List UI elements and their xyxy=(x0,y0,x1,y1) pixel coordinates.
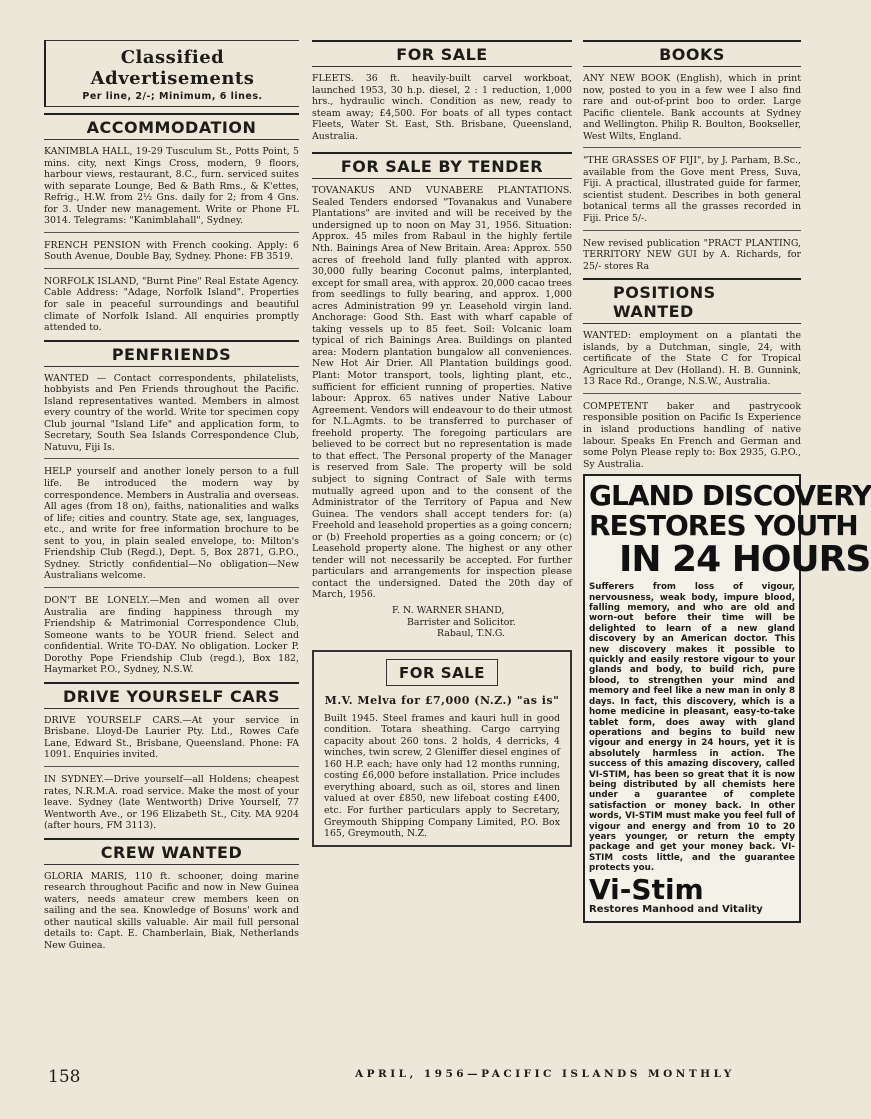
column-right xyxy=(583,40,871,923)
vi-stim-body: Sufferers from loss of vigour, nervousness, weak body, impure blood, falling memory, and who are old and worn-out before their time will be delighted to learn of a new gland discovery by an American doctor. This new discovery makes it possible to quickly and easily restore vigour to your glands and body, to build rich, pure blood, to strengthen your mind and memory and feel like a new man in only 8 days. In fact, this discovery, which is a home medicine in pleasant, easy-to-take tablet form, does away with gland operations and begins to build new vigour and energy in 24 hours, yet it is absolutely harmless in action. The success of this amazing discovery, called VI-STIM, has been so great that it is now being distributed by all chemists here under a guarantee of complete satisfaction or money back. In other words, VI-STIM must make you feel full of vigour and energy and from 10 to 20 years younger, or return the empty package and get your money back. VI-STIM costs little, and the guarantee protects you. xyxy=(589,582,795,874)
signature-name: F. N. WARNER SHAND, xyxy=(392,604,505,616)
heading-for-sale: FOR SALE xyxy=(396,45,488,64)
section-books xyxy=(583,40,801,67)
heading-for-sale-melva: FOR SALE xyxy=(386,659,498,686)
heading-crew-wanted: CREW WANTED xyxy=(100,842,243,862)
section-penfriends xyxy=(44,340,299,367)
column-middle xyxy=(312,40,572,847)
section-crew-wanted xyxy=(44,838,299,865)
heading-books: BOOKS xyxy=(659,45,725,64)
vi-stim-tagline: Restores Manhood and Vitality xyxy=(589,903,763,915)
running-footer: APRIL, 1956—PACIFIC ISLANDS MONTHLY xyxy=(355,1068,735,1080)
section-for-sale-by-tender xyxy=(312,152,572,179)
ad-gloria-maris: GLORIA MARIS, 110 ft. schooner, doing marine research throughout Pacific and now in New Guinea waters, needs amateur crew members keen on sailing and the sea. Knowledge of Bosuns' work and other nautical skills valuable. Air mail full personal details to: Capt. E. Chamberlain, Biak, Netherlands New Guinea. xyxy=(44,870,299,951)
heading-accommodation: ACCOMMODATION xyxy=(86,118,257,137)
ad-drive-brisbane: DRIVE YOURSELF CARS.—At your service in Brisbane. Lloyd-De Laurier Pty. Ltd., Rowes Cafe Lane, Edward St., Brisbane, Queensland. Phone: FA 1091. Enquiries invited. xyxy=(44,714,299,761)
ad-french-pension: FRENCH PENSION with French cooking. Apply: 6 South Avenue, Double Bay, Sydney. Phone: FB 3519. xyxy=(44,239,299,263)
ad-dont-be-lonely: DON'T BE LONELY.—Men and women all over Australia are finding happiness through my Friendship & Matrimonial Correspondence Club. Someone wants to be YOUR friend. Select and confidential. Write TO-DAY. No obligation. Locker P. Dorothy Pope Friendship Club (regd.), Box 182, Haymarket P.O., Sydney, N.S.W. xyxy=(44,594,299,676)
section-for-sale xyxy=(312,40,572,67)
page-number: 158 xyxy=(48,1067,81,1087)
ad-norfolk-island: NORFOLK ISLAND, "Burnt Pine" Real Estate Agency. Cable Address: "Adage, Norfolk Island". Properties for sale in peaceful surroundings and beautiful climate of Norfolk Island. All enquiries promptly attended to. xyxy=(44,275,299,334)
vi-stim-headline-2: RESTORES YOUTH xyxy=(589,509,858,543)
ad-any-new-book: ANY NEW BOOK (English), which in print now, posted to you in a few wee I also find rare and out-of-print boo to order. Large Pacific clientele. Bank accounts at Sydney and Wellington. Philip R. Boulton, Bookseller, West Wilts, England. xyxy=(583,73,801,142)
ad-tovanakus: TOVANAKUS AND VUNABERE PLANTATIONS. Sealed Tenders endorsed "Tovanakus and Vunabere Plantations" are invited and will be received by the undersigned up to noon on May 31, 1956. Situation: Approx. 45 miles from Rabaul in the highly fertile Nth. Bainings Area of New Britain. Area: Approx. 550 acres of freehold land fully planted with approx. 30,000 fully bearing Coconut palms, interplanted, except for small area, with approx. 20,000 cacao trees from seedlings to fully bearing, and approx. 1,000 acres Administration 99 yr. Leasehold virgin land. Anchorage: Good Sth. East with wharf capable of taking vessels up to 85 feet. Soil: Volcanic loam typical of rich Bainings Area. Buildings on planted area: Modern plantation bungalow all conveniences. New Hot Air Drier. All Plantation buildings good. Plant: Motor transport, tools, lighting plant, etc., sufficient for efficient running of properties. Native labour: Approx. 65 natives under Native Labour Agreement. Vendors will endeavour to do their utmost for N.L.Agmts. to be transferred to purchaser of freehold property. The foregoing particulars are believed to be correct but no representation is made to that effect. The Personal property of the Manager is reserved from Sale. The property will be sold subject to signing Contract of Sale with terms mutually agreed upon and to the consent of the Administrator of the Territory of Papua and New Guinea. The vendors shall accept tenders for: (a) Freehold and leasehold properties as a going concern; or (b) Freehold properties as a going concern; or (c) Leasehold property alone. The highest or any other tender will not necessarily be accepted. For further particulars and arrangements for inspection please contact the undersigned. Dated the 20th day of March, 1956. xyxy=(312,185,572,601)
signature-title: Barrister and Solicitor. xyxy=(407,616,516,628)
vi-stim-brand: Vi-Stim xyxy=(589,872,704,906)
vi-stim-advert xyxy=(583,474,871,922)
section-drive-yourself xyxy=(44,682,299,709)
column-left xyxy=(44,40,299,952)
classified-header xyxy=(44,40,299,107)
heading-positions-wanted: POSITIONS WANTED xyxy=(613,283,716,322)
ad-practical-planting: New revised publication "PRACT PLANTING, TERRITORY NEW GUI by A. Richards, for 25/- stores Ra xyxy=(583,237,801,272)
heading-penfriends: PENFRIENDS xyxy=(111,344,232,364)
heading-for-sale-by-tender: FOR SALE BY TENDER xyxy=(340,157,544,177)
heading-drive-yourself: DRIVE YOURSELF CARS xyxy=(63,686,280,706)
rate-line: Per line, 2/-; Minimum, 6 lines. xyxy=(82,91,263,102)
section-accommodation xyxy=(44,113,299,140)
melva-box xyxy=(312,650,572,847)
ad-kanimbla: KANIMBLA HALL, 19-29 Tusculum St., Potts Point, 5 mins. city, next Kings Cross, modern, 9 floors, harbour views, restaurant, 8.C., furn. serviced suites with separate Lounge, Bed & Bath Rms., & K'ettes, Refrig., H.W. from 2½ Gns. daily for 2; from 4 Gns. for 3. Under new management. Write or Phone FL 3014. Telegrams: "Kanimblahall", Sydney. xyxy=(44,146,299,227)
vi-stim-headline-3: IN 24 HOURS xyxy=(619,539,871,581)
ad-competent-baker: COMPETENT baker and pastrycook responsible position on Pacific Is Experience in island productions handling of native labour. Speaks En French and German and some Polyn Please reply to: Box 2935, G.P.O., Sy Australia. xyxy=(583,400,801,470)
ad-grasses-of-fiji: "THE GRASSES OF FIJI", by J. Parham, B.Sc., available from the Gove ment Press, Suva, Fiji. A practical, illustrated guide for farmer, scientist student. Describes in both general botanical terms all the grasses recorded in Fiji. Price 5/-. xyxy=(583,155,801,225)
vi-stim-headline-1: GLAND DISCOVERY xyxy=(589,479,871,513)
page-title: Classified Advertisements xyxy=(90,47,255,89)
section-positions-wanted xyxy=(583,278,801,324)
ad-wanted-employment: WANTED: employment on a plantati the islands, by a Dutchman, single, 24, with certificate of the State C for Tropical Agriculture at Dev (Holland). H. B. Gunnink, 13 Race Rd., Orange, N.S.W., Australia. xyxy=(583,330,801,388)
signature-place: Rabaul, T.N.G. xyxy=(437,628,506,640)
ad-in-sydney: IN SYDNEY.—Drive yourself—all Holdens; cheapest rates, N.R.M.A. road service. Make the most of your leave. Sydney (late Wentworth) Drive Yourself, 77 Wentworth Ave., or 196 Elizabeth St., City. MA 9204 (after hours, FM 3113). xyxy=(44,773,299,832)
ad-fleets: FLEETS. 36 ft. heavily-built carvel workboat, launched 1953, 30 h.p. diesel, 2 : 1 reduction, 1,000 hrs., hydraulic winch. Condition as new, ready to steam away; £4,500. For boats of all types contact Fleets, Water St. East, Sth. Brisbane, Queensland, Australia. xyxy=(312,73,572,142)
melva-title: M.V. Melva for £7,000 (N.Z.) "as is" xyxy=(324,693,560,707)
ad-melva: Built 1945. Steel frames and kauri hull in good condition. Totara sheathing. Cargo carrying capacity about 260 tons. 2 holds, 4 derricks, 4 winches, twin screw, 2 Gleniffer diesel engines of 160 H.P. each; have only had 12 months running, costing £6,000 before installation. Price includes everything aboard, such as oil, stores and linen valued at over £850, new lifeboat costing £400, etc. For further particulars apply to Secretary, Greymouth Shipping Company Limited, P.O. Box 165, Greymouth, N.Z. xyxy=(324,712,560,840)
ad-help: HELP yourself and another lonely person to a full life. Be introduced the modern way by correspondence. Members in Australia and overseas. All ages (from 18 on), faiths, nationalities and walks of life; cities and country. State age, sex, languages, etc., and write for free information brochure to be sent to you, in plain sealed envelope, to: Milton's Friendship Club (Regd.), Dept. 5, Box 2871, G.P.O., Sydney. Strictly confidential—No obligation—New Australians welcome. xyxy=(44,466,299,582)
ad-wanted: WANTED — Contact correspondents, philatelists, hobbyists and Pen Friends throughout the Pacific. Island representatives wanted. Members in almost every country of the world. Write tor specimen copy Club journal "Island Life" and application form, to Secretary, South Sea Islands Correspondence Club, Natuvu, Fiji Is. xyxy=(44,372,299,453)
